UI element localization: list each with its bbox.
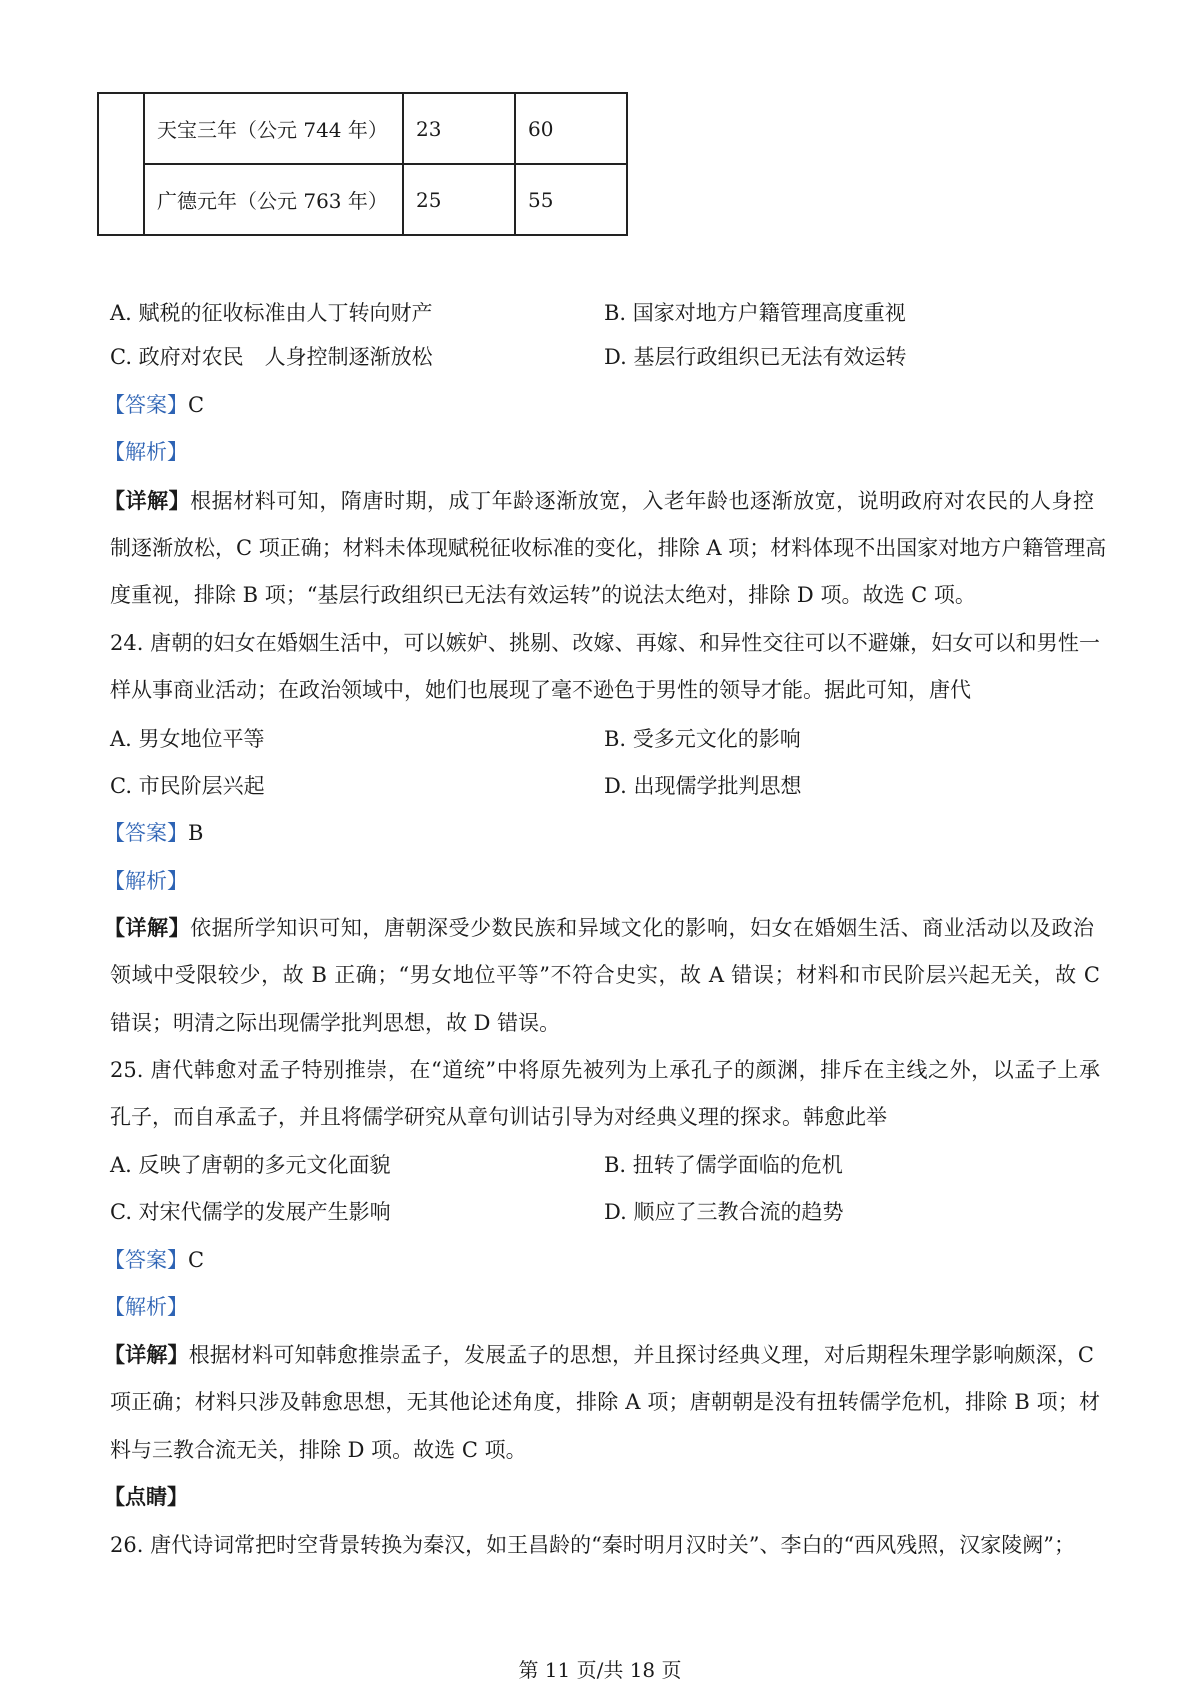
- q25-stem-line-2: 孔子，而自承孟子，并且将儒学研究从章句训诂引导为对经典义理的探求。韩愈此举: [110, 1105, 887, 1129]
- q26-stem-line-1: 26. 唐代诗词常把时空背景转换为秦汉，如王昌龄的“秦时明月汉时关”、李白的“西风残照，汉家陵阙”；: [110, 1533, 1076, 1557]
- q25-option-d: D. 顺应了三教合流的趋势: [604, 1200, 844, 1224]
- q23-option-b: B. 国家对地方户籍管理高度重视: [604, 301, 906, 325]
- q23-option-a: A. 赋税的征收标准由人丁转向财产: [110, 301, 433, 325]
- q24-stem-line-1: 24. 唐朝的妇女在婚姻生活中，可以嫉妒、挑剔、改嫁、再嫁、和异性交往可以不避嫌，妇女可以和男性一: [110, 631, 1100, 655]
- table-row: [98, 93, 627, 164]
- table-merged-cell: [98, 93, 144, 235]
- detail-tag: 【详解】: [104, 488, 191, 513]
- table-cell-value: 60: [515, 93, 627, 164]
- q25-answer: [104, 1245, 1094, 1275]
- answer-tag: 【答案】: [104, 821, 188, 845]
- q23-option-d: D. 基层行政组织已无法有效运转: [604, 345, 907, 369]
- q25-detail-line-2: 项正确；材料只涉及韩愈思想，无其他论述角度，排除 A 项；唐朝朝是没有扭转儒学危机，排除 B 项；材: [110, 1390, 1100, 1414]
- answer-value: C: [188, 393, 205, 417]
- q24-detail-line-1: [104, 913, 1094, 943]
- page-number: 第 11 页/共 18 页: [518, 1658, 682, 1682]
- q23-detail-line-3: 度重视，排除 B 项；“基层行政组织已无法有效运转”的说法太绝对，排除 D 项。故选 C 项。: [110, 583, 976, 607]
- q24-detail-line-2: 领域中受限较少，故 B 正确；“男女地位平等”不符合史实，故 A 错误；材料和市民阶层兴起无关，故 C: [110, 963, 1100, 987]
- q23-option-c: C. 政府对农民 人身控制逐渐放松: [110, 345, 433, 369]
- q23-detail-line-1: [104, 486, 1094, 516]
- q23-analysis-tag: 【解析】: [104, 440, 188, 464]
- answer-tag: 【答案】: [104, 393, 188, 417]
- table-cell-value: 23: [403, 93, 515, 164]
- q25-option-a: A. 反映了唐朝的多元文化面貌: [110, 1153, 391, 1177]
- q24-stem-line-2: 样从事商业活动；在政治领域中，她们也展现了毫不逊色于男性的领导才能。据此可知，唐代: [110, 678, 971, 702]
- q25-analysis-tag: 【解析】: [104, 1295, 188, 1319]
- detail-tag: 【详解】: [104, 1342, 189, 1367]
- detail-text: 根据材料可知韩愈推崇孟子，发展孟子的思想，并且探讨经典义理，对后期程朱理学影响颇深，C: [188, 1343, 1095, 1367]
- q25-detail-line-1: [104, 1340, 1094, 1370]
- q25-dianjing-tag: 【点睛】: [104, 1484, 188, 1509]
- detail-text: 依据所学知识可知，唐朝深受少数民族和异域文化的影响，妇女在婚姻生活、商业活动以及政治: [190, 916, 1095, 940]
- table-cell-value: 25: [403, 164, 515, 235]
- answer-value: C: [188, 1248, 205, 1272]
- q24-option-d: D. 出现儒学批判思想: [604, 774, 802, 798]
- q23-answer: [104, 390, 1094, 420]
- q23-detail-line-2: 制逐渐放松，C 项正确；材料未体现赋税征收标准的变化，排除 A 项；材料体现不出国家对地方户籍管理高: [110, 536, 1107, 560]
- q24-analysis-tag: 【解析】: [104, 869, 188, 893]
- detail-tag: 【详解】: [104, 915, 191, 940]
- q25-option-c: C. 对宋代儒学的发展产生影响: [110, 1200, 391, 1224]
- table-row: [98, 164, 627, 235]
- q24-detail-line-3: 错误；明清之际出现儒学批判思想，故 D 错误。: [110, 1011, 561, 1035]
- q24-answer: [104, 818, 1094, 848]
- table-cell-era: 广德元年（公元 763 年）: [144, 164, 403, 235]
- q25-option-b: B. 扭转了儒学面临的危机: [604, 1153, 843, 1177]
- q25-detail-line-3: 料与三教合流无关，排除 D 项。故选 C 项。: [110, 1438, 527, 1462]
- q24-option-a: A. 男女地位平等: [110, 727, 265, 751]
- q24-option-c: C. 市民阶层兴起: [110, 774, 265, 798]
- answer-tag: 【答案】: [104, 1248, 188, 1272]
- answer-value: B: [188, 821, 204, 845]
- q24-option-b: B. 受多元文化的影响: [604, 727, 801, 751]
- table-cell-era: 天宝三年（公元 744 年）: [144, 93, 403, 164]
- q25-stem-line-1: 25. 唐代韩愈对孟子特别推崇，在“道统”中将原先被列为上承孔子的颜渊，排斥在主线之外，以孟子上承: [110, 1058, 1100, 1082]
- detail-text: 根据材料可知，隋唐时期，成丁年龄逐渐放宽，入老年龄也逐渐放宽，说明政府对农民的人身控: [190, 489, 1095, 513]
- data-table: [97, 92, 628, 236]
- table-cell-value: 55: [515, 164, 627, 235]
